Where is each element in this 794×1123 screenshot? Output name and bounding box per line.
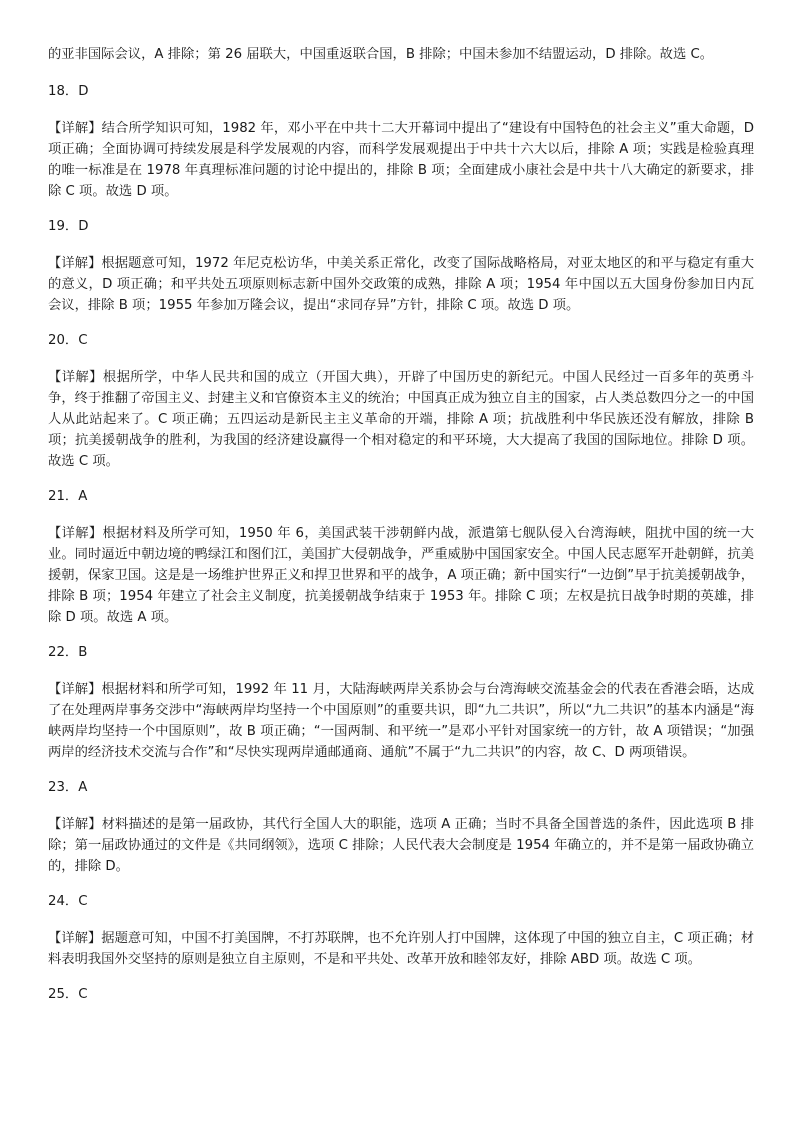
intro-paragraph: 的亚非国际会议，A 排除；第 26 届联大，中国重返联合国，B 排除；中国未参加不结盟运动，D 排除。故选 C。 — [48, 47, 714, 62]
detail-24: 【详解】据题意可知，中国不打美国牌，不打苏联牌，也不允许别人打中国牌，这体现了中国的独立自主，C 项正确；材料表明我国外交坚持的原则是独立自主原则，不是和平共处、改革开放和睦邻友好，排除 ABD 项。故选 C 项。 — [48, 931, 754, 967]
answer-23: 23．A — [48, 780, 88, 795]
answer-22: 22．B — [48, 645, 88, 660]
detail-22: 【详解】根据材料和所学可知，1992 年 11 月，大陆海峡两岸关系协会与台湾海峡交流基金会的代表在香港会晤，达成了在处理两岸事务交涉中“海峡两岸均坚持一个中国原则”的重要共识，即“九二共识”，所以“九二共识”的基本内涵是“海峡两岸均坚持一个中国原则”，故 B 项正确；“一国两制、和平统一”是邓小平针对国家统一的方针，故 A 项错误；“加强两岸的经济技术交流与合作”和“尽快实现两岸通邮通商、通航”不属于“九二共识”的内容，故 C、D 两项错误。 — [48, 682, 754, 760]
document-page — [48, 44, 754, 1005]
detail-23: 【详解】材料描述的是第一届政协，其代行全国人大的职能，选项 A 正确；当时不具备全国普选的条件，因此选项 B 排除；第一届政协通过的文件是《共同纲领》，选项 C 排除；人民代表大会制度是 1954 年确立的，并不是第一届政协确立的，排除 D。 — [48, 817, 754, 874]
detail-18: 【详解】结合所学知识可知，1982 年，邓小平在中共十二大开幕词中提出了“建设有中国特色的社会主义”重大命题，D 项正确；全面协调可持续发展是科学发展观的内容，而科学发展观提出于中共十六大以后，排除 A 项；实践是检验真理的唯一标准是在 1978 年真理标准问题的讨论中提出的，排除 B 项；全面建成小康社会是中共十八大确定的新要求，排除 C 项。故选 D 项。 — [48, 121, 754, 199]
answer-20: 20．C — [48, 333, 88, 348]
detail-21: 【详解】根据材料及所学可知，1950 年 6，美国武装干涉朝鲜内战，派遣第七舰队侵入台湾海峡，阻扰中国的统一大业。同时逼近中朝边境的鸭绿江和图们江，美国扩大侵朝战争，严重威胁中国国家安全。中国人民志愿军开赴朝鲜，抗美援朝，保家卫国。这是是一场维护世界正义和捍卫世界和平的战争，A 项正确；新中国实行“一边倒”早于抗美援朝战争，排除 B 项；1954 年建立了社会主义制度，抗美援朝战争结束于 1953 年。排除 C 项；左权是抗日战争时期的英雄，排除 D 项。故选 A 项。 — [48, 526, 754, 625]
detail-19: 【详解】根据题意可知，1972 年尼克松访华，中美关系正常化，改变了国际战略格局，对亚太地区的和平与稳定有重大的意义，D 项正确；和平共处五项原则标志新中国外交政策的成熟，排除 A 项；1954 年中国以五大国身份参加日内瓦会议，排除 B 项；1955 年参加万隆会议，提出“求同存异”方针，排除 C 项。故选 D 项。 — [48, 256, 754, 313]
detail-20: 【详解】根据所学，中华人民共和国的成立（开国大典），开辟了中国历史的新纪元。中国人民经过一百多年的英勇斗争，终于推翻了帝国主义、封建主义和官僚资本主义的统治；中国真正成为独立自主的国家，占人类总数四分之一的中国人从此站起来了。C 项正确；五四运动是新民主主义革命的开端，排除 A 项；抗战胜利中华民族还没有解放，排除 B 项；抗美援朝战争的胜利，为我国的经济建设赢得一个相对稳定的和平环境，大大提高了我国的国际地位。排除 D 项。故选 C 项。 — [48, 370, 754, 469]
answer-25: 25．C — [48, 987, 88, 1002]
answer-21: 21．A — [48, 489, 88, 504]
answer-19: 19．D — [48, 219, 89, 234]
answer-18: 18．D — [48, 84, 89, 99]
answer-24: 24．C — [48, 894, 88, 909]
